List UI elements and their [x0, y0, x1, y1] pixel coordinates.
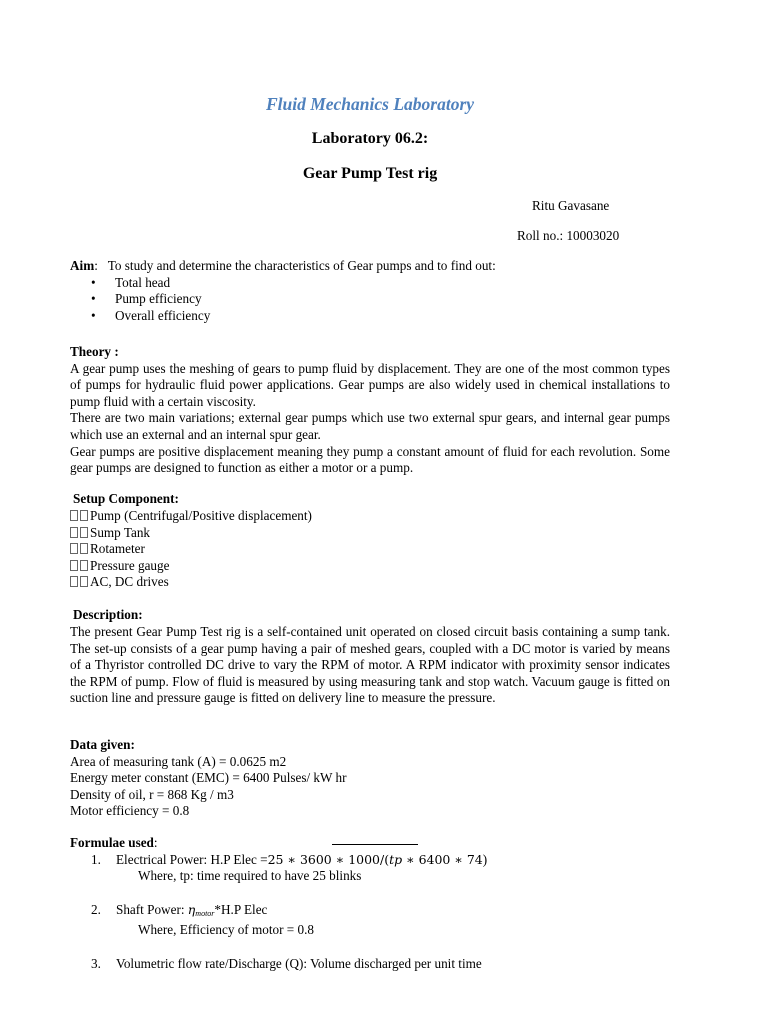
- course-title: Fluid Mechanics Laboratory: [265, 94, 475, 114]
- aim-item-total-head: • Total head: [70, 275, 670, 292]
- formula-shaft-power: 2. Shaft Power: $\eta_{motor}*H.P$ Elec Where, Efficiency of motor = 0.8: [70, 902, 670, 939]
- data-line-emc: Energy meter constant (EMC) = 6400 Pulses/ kW hr: [70, 770, 347, 786]
- checkbox-glyph-icon: [70, 527, 78, 538]
- electrical-power-expression: 25 ∗ 3600 ∗ 1000/(𝑡𝑝 ∗ 6400 ∗ 74: [267, 851, 483, 867]
- theory-paragraph-3: Gear pumps are positive displacement meaning they pump a constant amount of fluid for each revolution. Some gear pumps are designed to function as either a motor or a pump.: [70, 443, 670, 476]
- setup-item-sump-tank: Sump Tank: [70, 525, 670, 542]
- checkbox-glyph-icon: [70, 576, 78, 587]
- setup-item-pump: Pump (Centrifugal/Positive displacement): [70, 508, 670, 525]
- aim-text: To study and determine the characteristics of Gear pumps and to find out:: [107, 258, 496, 273]
- theory-paragraph-1: A gear pump uses the meshing of gears to pump fluid by displacement. They are one of the most common types of pumps for hydraulic fluid power applications. Gear pumps are also widely used in chemical installations to pump fluid with a certain viscosity.: [70, 360, 670, 409]
- setup-item-drives: AC, DC drives: [70, 574, 670, 591]
- author-name: Ritu Gavasane: [532, 198, 610, 213]
- data-line-motor-efficiency: Motor efficiency = 0.8: [70, 803, 190, 819]
- theory-section: [70, 344, 670, 477]
- aim-item-pump-efficiency: • Pump efficiency: [70, 291, 670, 308]
- aim-section: [70, 258, 670, 324]
- aim-label: Aim: [70, 258, 95, 273]
- formula-2-where: Where, Efficiency of motor = 0.8: [138, 922, 315, 938]
- aim-item-overall-efficiency: • Overall efficiency: [70, 308, 670, 325]
- aim-line: Aim: To study and determine the characteristics of Gear pumps and to find out:: [70, 258, 496, 273]
- description-text: The present Gear Pump Test rig is a self-contained unit operated on closed circuit basis containing a sump tank. The set-up consists of a gear pump having a pair of meshed gears, coupled with a DC motor is varied by means of a Thyristor controlled DC drive to vary the RPM of motor. A RPM indicator with proximity sensor indicates the RPM of pump. Flow of fluid is measured by using measuring tank and stop watch. Vacuum gauge is fitted on suction line and pressure gauge is fitted on delivery line to measure the pressure.: [70, 624, 670, 706]
- checkbox-glyph-icon: [70, 543, 78, 554]
- formulae-heading-line: Formulae used:: [70, 835, 158, 850]
- experiment-title: Gear Pump Test rig: [302, 165, 438, 182]
- setup-list: [70, 508, 670, 591]
- checkbox-glyph-icon: [70, 510, 78, 521]
- theory-paragraph-2: There are two main variations; external gear pumps which use two external spur gears, and internal gear pumps which use an external and an internal spur gear.: [70, 410, 670, 442]
- data-given-heading: Data given:: [70, 737, 135, 752]
- setup-heading: Setup Component:: [73, 491, 179, 506]
- checkbox-glyph-icon: [70, 560, 78, 571]
- lab-number: Laboratory 06.2:: [311, 130, 429, 147]
- formula-discharge: 3. Volumetric flow rate/Discharge (Q): Volume discharged per unit time: [91, 955, 482, 971]
- theory-heading: Theory :: [70, 344, 119, 359]
- setup-item-rotameter: Rotameter: [70, 541, 670, 558]
- data-given-section: [70, 737, 670, 820]
- setup-section: [73, 491, 673, 508]
- formulae-list: [70, 852, 670, 973]
- formulae-section: [70, 835, 670, 973]
- data-line-density: Density of oil, r = 868 Kg / m3: [70, 786, 234, 802]
- checkbox-glyph-icon: [80, 560, 88, 571]
- description-heading: Description:: [73, 607, 143, 622]
- setup-item-pressure-gauge: Pressure gauge: [70, 558, 670, 575]
- description-section: [70, 624, 670, 707]
- roll-number: Roll no.: 10003020: [517, 228, 620, 243]
- description-heading-wrap: [73, 607, 673, 624]
- formulae-heading: Formulae used: [70, 835, 154, 850]
- checkbox-glyph-icon: [80, 543, 88, 554]
- checkbox-glyph-icon: [80, 527, 88, 538]
- data-line-area: Area of measuring tank (A) = 0.0625 m2: [70, 753, 287, 769]
- checkbox-glyph-icon: [80, 576, 88, 587]
- formula-1-where: Where, tp: time required to have 25 blinks: [138, 868, 362, 884]
- checkbox-glyph-icon: [80, 510, 88, 521]
- aim-list: [70, 275, 670, 325]
- formula-electrical-power: 1. Electrical Power: H.P Elec =25 ∗ 3600 ∗ 1000/(𝑡𝑝 ∗ 6400 ∗ 74) Where, tp: time required to have 25 blinks: [70, 852, 670, 885]
